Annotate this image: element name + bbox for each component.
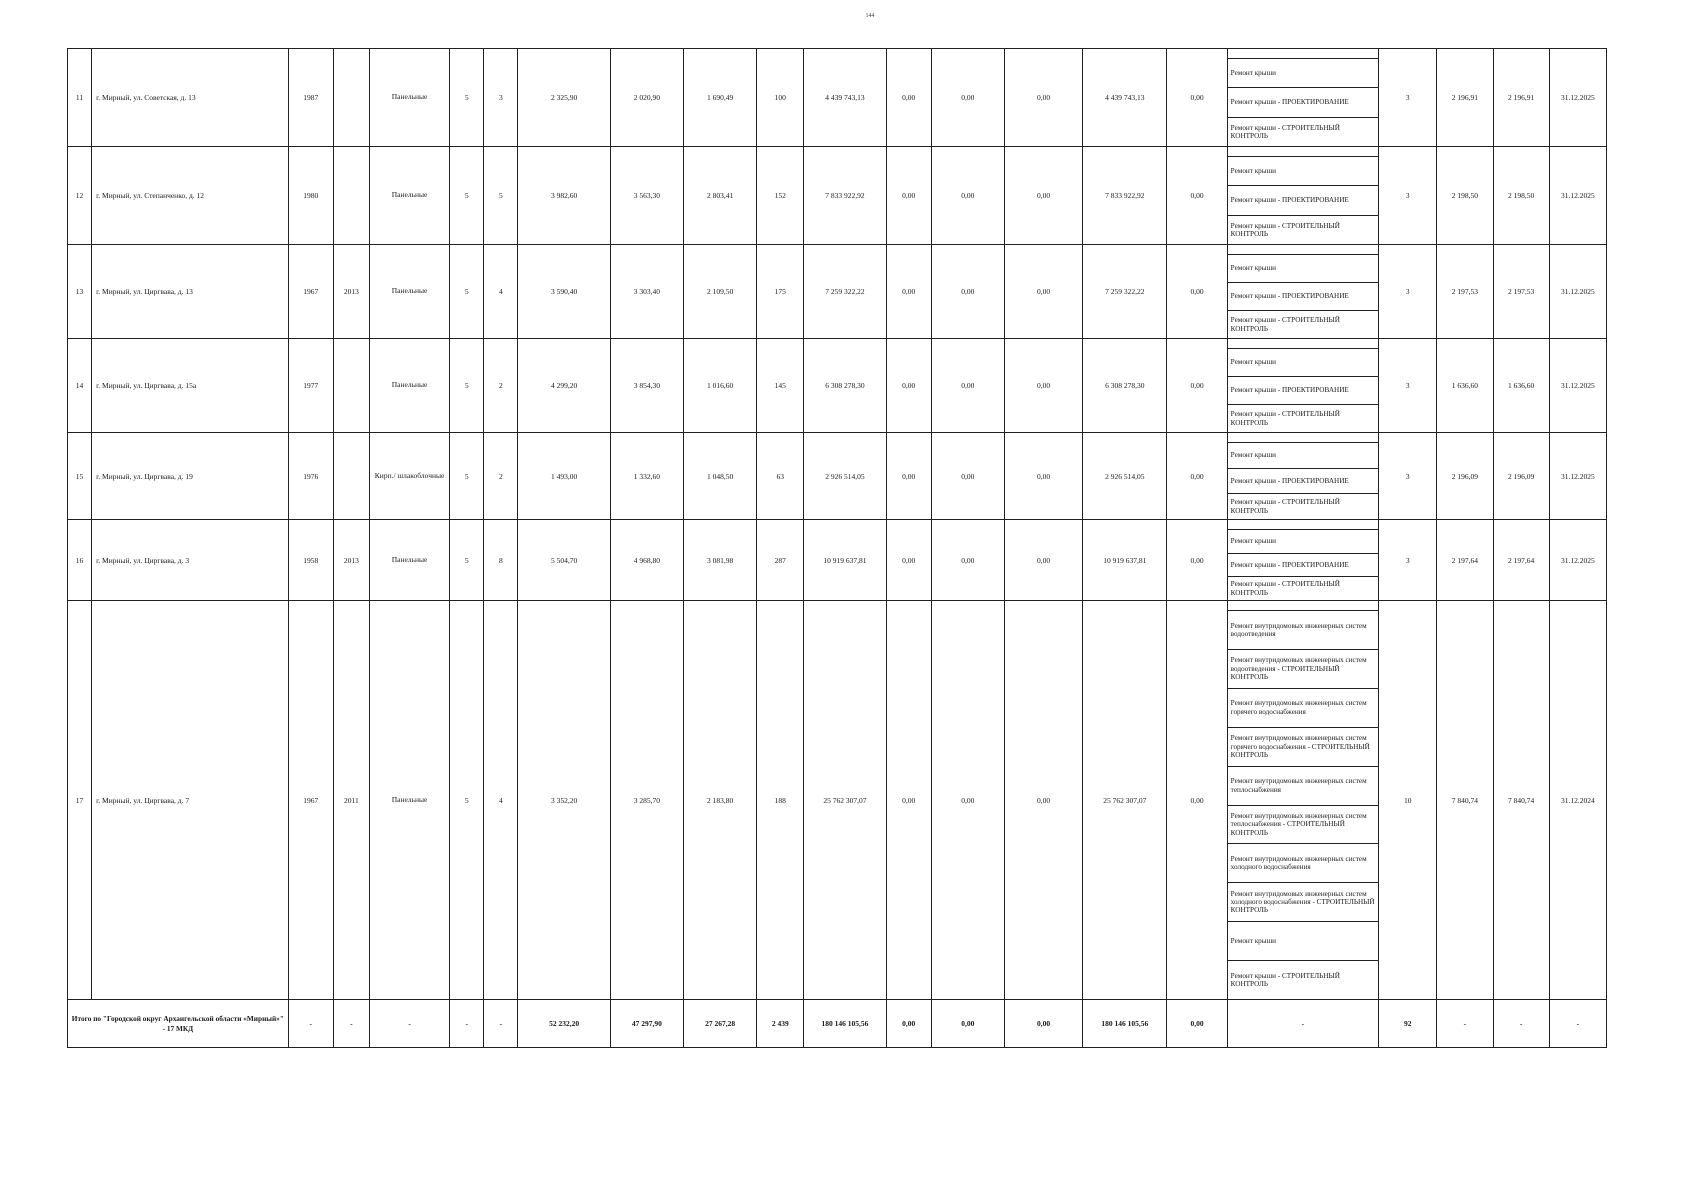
table-row [68,339,1607,433]
unit-cost-cell: 2 197,53 [1437,245,1493,339]
work-types-cell [1227,433,1378,520]
unit-cost-cell: 2 198,50 [1437,147,1493,245]
table-row [68,147,1607,245]
work-type-item: Ремонт крыши - СТРОИТЕЛЬНЫЙ КОНТРОЛЬ [1230,498,1340,515]
floors-cell: 5 [450,520,484,601]
work-type-item: Ремонт крыши - ПРОЕКТИРОВАНИЕ [1228,377,1378,405]
residents-cell: 188 [757,601,804,1000]
cost-total-cell: 7 833 922,92 [804,147,886,245]
work-type-item: Ремонт внутридомовых инженерных систем водоотведения [1228,611,1378,650]
fund-local-cell: 0,00 [1004,147,1082,245]
address-cell: г. Мирный, ул. Циргвава, д. 7 [92,601,289,1000]
work-types-list [1228,433,1378,519]
address-cell: г. Мирный, ул. Циргвава, д. 3 [92,520,289,601]
residents-cell: 100 [757,49,804,147]
total-work-count: 92 [1379,1000,1437,1048]
fund-federal-cell: 0,00 [886,601,931,1000]
fund-owners-cell: 7 259 322,22 [1083,245,1167,339]
fund-owners-cell: 4 439 743,13 [1083,49,1167,147]
year-overhaul-cell [333,433,369,520]
work-count-cell: 3 [1379,147,1437,245]
work-type-item: Ремонт крыши [1228,443,1378,469]
fund-other-cell: 0,00 [1167,433,1227,520]
unit-cost-limit-cell: 1 636,60 [1493,339,1549,433]
residential-area-cell: 2 803,41 [683,147,756,245]
total-area-cell: 3 590,40 [518,245,610,339]
residential-area-cell: 2 109,50 [683,245,756,339]
year-built-cell: 1967 [288,601,333,1000]
work-types-cell [1227,520,1378,601]
unit-cost-limit-cell: 2 198,50 [1493,147,1549,245]
residential-area-cell: 2 183,80 [683,601,756,1000]
work-type-spacer [1228,601,1378,611]
work-type-item: Ремонт внутридомовых инженерных систем холодного водоснабжения - СТРОИТЕЛЬНЫЙ КОНТРОЛЬ [1228,883,1378,922]
num-cell: 16 [68,520,92,601]
total-area-cell: 4 299,20 [518,339,610,433]
num-cell: 12 [68,147,92,245]
year-overhaul-cell [333,147,369,245]
year-built-cell: 1977 [288,339,333,433]
work-type-item: Ремонт крыши - ПРОЕКТИРОВАНИЕ [1228,283,1378,311]
page-number: 144 [865,13,875,19]
total-area-cell: 5 504,70 [518,520,610,601]
total-fund-federal: 0,00 [886,1000,931,1048]
fund-regional-cell: 0,00 [931,520,1004,601]
fund-owners-cell: 2 926 514,05 [1083,433,1167,520]
unit-cost-cell: 2 196,91 [1437,49,1493,147]
address-cell: г. Мирный, ул. Циргвава, д. 15а [92,339,289,433]
fund-federal-cell: 0,00 [886,339,931,433]
fund-regional-cell: 0,00 [931,147,1004,245]
floors-cell: 5 [450,339,484,433]
address-cell: г. Мирный, ул. Советская, д. 13 [92,49,289,147]
fund-other-cell: 0,00 [1167,49,1227,147]
fund-owners-cell: 10 919 637,81 [1083,520,1167,601]
year-overhaul-cell [333,49,369,147]
address-cell: г. Мирный, ул. Циргвава, д. 19 [92,433,289,520]
unit-cost-cell: 1 636,60 [1437,339,1493,433]
wall-material-cell: Панельные [369,520,449,601]
fund-local-cell: 0,00 [1004,601,1082,1000]
floors-cell: 5 [450,147,484,245]
work-type-item: Ремонт крыши [1228,530,1378,554]
address-cell: г. Мирный, ул. Циргвава, д. 13 [92,245,289,339]
cost-total-cell: 25 762 307,07 [804,601,886,1000]
year-overhaul-cell: 2013 [333,245,369,339]
work-types-cell [1227,49,1378,147]
num-cell: 15 [68,433,92,520]
table-row [68,520,1607,601]
total-fund-regional: 0,00 [931,1000,1004,1048]
total-unit-cost-limit: - [1493,1000,1549,1048]
fund-local-cell: 0,00 [1004,49,1082,147]
work-type-item: Ремонт крыши - СТРОИТЕЛЬНЫЙ КОНТРОЛЬ [1230,580,1340,597]
fund-federal-cell: 0,00 [886,147,931,245]
fund-owners-cell: 25 762 307,07 [1083,601,1167,1000]
work-type-item: Ремонт внутридомовых инженерных систем горячего водоснабжения - СТРОИТЕЛЬНЫЙ КОНТРОЛЬ [1228,728,1378,767]
total-entrances: - [484,1000,518,1048]
deadline-cell: 31.12.2025 [1549,147,1606,245]
num-cell: 14 [68,339,92,433]
residential-area-cell: 1 016,60 [683,339,756,433]
deadline-cell: 31.12.2024 [1549,601,1606,1000]
fund-other-cell: 0,00 [1167,147,1227,245]
year-built-cell: 1980 [288,147,333,245]
work-count-cell: 3 [1379,520,1437,601]
total-year-built: - [288,1000,333,1048]
year-built-cell: 1958 [288,520,333,601]
table-row [68,49,1607,147]
total-area-cell: 2 325,90 [518,49,610,147]
fund-local-cell: 0,00 [1004,339,1082,433]
unit-cost-limit-cell: 2 196,91 [1493,49,1549,147]
total-total-area: 52 232,20 [518,1000,610,1048]
num-cell: 13 [68,245,92,339]
entrances-cell: 4 [484,601,518,1000]
year-overhaul-cell: 2011 [333,601,369,1000]
total-fund-owners: 180 146 105,56 [1083,1000,1167,1048]
residents-cell: 287 [757,520,804,601]
total-deadline: - [1549,1000,1606,1048]
work-count-cell: 10 [1379,601,1437,1000]
work-type-item: Ремонт крыши - СТРОИТЕЛЬНЫЙ КОНТРОЛЬ [1230,123,1340,140]
work-types-list [1228,339,1378,432]
work-type-spacer [1228,433,1378,443]
work-type-item: Ремонт крыши - ПРОЕКТИРОВАНИЕ [1228,186,1378,215]
cost-total-cell: 4 439 743,13 [804,49,886,147]
work-type-item: Ремонт крыши [1228,255,1378,283]
table-row [68,601,1607,1000]
deadline-cell: 31.12.2025 [1549,520,1606,601]
work-count-cell: 3 [1379,245,1437,339]
floors-cell: 5 [450,245,484,339]
cost-total-cell: 6 308 278,30 [804,339,886,433]
table-row [68,245,1607,339]
work-types-cell [1227,245,1378,339]
total-fund-other: 0,00 [1167,1000,1227,1048]
work-types-cell [1227,339,1378,433]
cost-total-cell: 7 259 322,22 [804,245,886,339]
work-type-item: Ремонт крыши - СТРОИТЕЛЬНЫЙ КОНТРОЛЬ [1230,971,1340,989]
residents-cell: 63 [757,433,804,520]
floors-cell: 5 [450,433,484,520]
work-type-spacer [1228,147,1378,157]
floors-cell: 5 [450,49,484,147]
year-overhaul-cell: 2013 [333,520,369,601]
total-year-overhaul: - [333,1000,369,1048]
work-type-item: Ремонт крыши [1228,157,1378,186]
total-premises-area: 47 297,90 [610,1000,683,1048]
unit-cost-limit-cell: 2 196,09 [1493,433,1549,520]
work-type-spacer [1228,49,1378,59]
work-type-item: Ремонт крыши - СТРОИТЕЛЬНЫЙ КОНТРОЛЬ [1230,316,1340,333]
work-type-item: Ремонт внутридомовых инженерных систем теплоснабжения [1228,767,1378,806]
total-area-cell: 3 982,60 [518,147,610,245]
work-count-cell: 3 [1379,339,1437,433]
num-cell: 11 [68,49,92,147]
work-types-cell [1227,601,1378,1000]
work-types-list [1228,520,1378,600]
year-built-cell: 1976 [288,433,333,520]
fund-other-cell: 0,00 [1167,245,1227,339]
entrances-cell: 2 [484,433,518,520]
total-wall-material: - [369,1000,449,1048]
work-type-item: Ремонт крыши - ПРОЕКТИРОВАНИЕ [1228,469,1378,495]
work-type-item: Ремонт крыши [1228,59,1378,88]
cost-total-cell: 2 926 514,05 [804,433,886,520]
premises-area-cell: 2 020,90 [610,49,683,147]
work-type-item: Ремонт крыши - СТРОИТЕЛЬНЫЙ КОНТРОЛЬ [1230,221,1340,238]
fund-regional-cell: 0,00 [931,245,1004,339]
residential-area-cell: 3 081,98 [683,520,756,601]
premises-area-cell: 3 285,70 [610,601,683,1000]
overhaul-register-table [67,48,1607,1048]
residents-cell: 152 [757,147,804,245]
work-types-list [1228,245,1378,338]
fund-local-cell: 0,00 [1004,433,1082,520]
entrances-cell: 2 [484,339,518,433]
work-count-cell: 3 [1379,433,1437,520]
fund-federal-cell: 0,00 [886,433,931,520]
total-floors: - [450,1000,484,1048]
fund-federal-cell: 0,00 [886,49,931,147]
total-title: Итого по "Городской округ Архангельской области «Мирный»" - 17 МКД [68,1000,289,1048]
deadline-cell: 31.12.2025 [1549,339,1606,433]
year-built-cell: 1967 [288,245,333,339]
total-cost-total: 180 146 105,56 [804,1000,886,1048]
premises-area-cell: 3 563,30 [610,147,683,245]
wall-material-cell: Панельные [369,601,449,1000]
floors-cell: 5 [450,601,484,1000]
work-type-item: Ремонт крыши - ПРОЕКТИРОВАНИЕ [1228,88,1378,117]
work-types-list [1228,601,1378,999]
premises-area-cell: 3 303,40 [610,245,683,339]
fund-regional-cell: 0,00 [931,339,1004,433]
unit-cost-limit-cell: 7 840,74 [1493,601,1549,1000]
total-area-cell: 3 352,20 [518,601,610,1000]
fund-local-cell: 0,00 [1004,520,1082,601]
fund-owners-cell: 7 833 922,92 [1083,147,1167,245]
fund-regional-cell: 0,00 [931,433,1004,520]
fund-owners-cell: 6 308 278,30 [1083,339,1167,433]
work-types-cell [1227,147,1378,245]
fund-federal-cell: 0,00 [886,245,931,339]
residents-cell: 145 [757,339,804,433]
total-work-types: - [1227,1000,1378,1048]
unit-cost-cell: 2 197,64 [1437,520,1493,601]
work-count-cell: 3 [1379,49,1437,147]
cost-total-cell: 10 919 637,81 [804,520,886,601]
residential-area-cell: 1 690,49 [683,49,756,147]
work-types-list [1228,49,1378,146]
work-type-item: Ремонт крыши [1228,922,1378,961]
total-residential-area: 27 267,28 [683,1000,756,1048]
fund-other-cell: 0,00 [1167,339,1227,433]
premises-area-cell: 3 854,30 [610,339,683,433]
wall-material-cell: Панельные [369,245,449,339]
total-fund-local: 0,00 [1004,1000,1082,1048]
work-type-item: Ремонт внутридомовых инженерных систем холодного водоснабжения [1228,844,1378,883]
table-body [68,49,1607,1048]
num-cell: 17 [68,601,92,1000]
premises-area-cell: 1 332,60 [610,433,683,520]
year-overhaul-cell [333,339,369,433]
unit-cost-cell: 2 196,09 [1437,433,1493,520]
deadline-cell: 31.12.2025 [1549,245,1606,339]
work-type-item: Ремонт внутридомовых инженерных систем теплоснабжения - СТРОИТЕЛЬНЫЙ КОНТРОЛЬ [1228,806,1378,845]
fund-regional-cell: 0,00 [931,49,1004,147]
fund-regional-cell: 0,00 [931,601,1004,1000]
residential-area-cell: 1 048,50 [683,433,756,520]
work-type-item: Ремонт крыши - ПРОЕКТИРОВАНИЕ [1228,554,1378,578]
work-type-spacer [1228,339,1378,349]
fund-local-cell: 0,00 [1004,245,1082,339]
total-unit-cost: - [1437,1000,1493,1048]
work-type-item: Ремонт крыши [1228,349,1378,377]
work-type-spacer [1228,520,1378,530]
residents-cell: 175 [757,245,804,339]
entrances-cell: 4 [484,245,518,339]
work-types-list [1228,147,1378,244]
fund-federal-cell: 0,00 [886,520,931,601]
work-type-item: Ремонт внутридомовых инженерных систем водоотведения - СТРОИТЕЛЬНЫЙ КОНТРОЛЬ [1228,650,1378,689]
wall-material-cell: Панельные [369,147,449,245]
address-cell: г. Мирный, ул. Степанченко, д. 12 [92,147,289,245]
fund-other-cell: 0,00 [1167,520,1227,601]
wall-material-cell: Панельные [369,339,449,433]
work-type-item: Ремонт крыши - СТРОИТЕЛЬНЫЙ КОНТРОЛЬ [1230,410,1340,427]
wall-material-cell: Панельные [369,49,449,147]
work-type-spacer [1228,245,1378,255]
entrances-cell: 5 [484,147,518,245]
table-row [68,433,1607,520]
wall-material-cell: Кирп./ шлакоблочные [369,433,449,520]
premises-area-cell: 4 968,80 [610,520,683,601]
fund-other-cell: 0,00 [1167,601,1227,1000]
entrances-cell: 8 [484,520,518,601]
work-type-item: Ремонт внутридомовых инженерных систем горячего водоснабжения [1228,689,1378,728]
entrances-cell: 3 [484,49,518,147]
deadline-cell: 31.12.2025 [1549,433,1606,520]
deadline-cell: 31.12.2025 [1549,49,1606,147]
total-area-cell: 1 493,00 [518,433,610,520]
unit-cost-limit-cell: 2 197,53 [1493,245,1549,339]
unit-cost-cell: 7 840,74 [1437,601,1493,1000]
total-row [68,1000,1607,1048]
year-built-cell: 1987 [288,49,333,147]
unit-cost-limit-cell: 2 197,64 [1493,520,1549,601]
total-residents: 2 439 [757,1000,804,1048]
